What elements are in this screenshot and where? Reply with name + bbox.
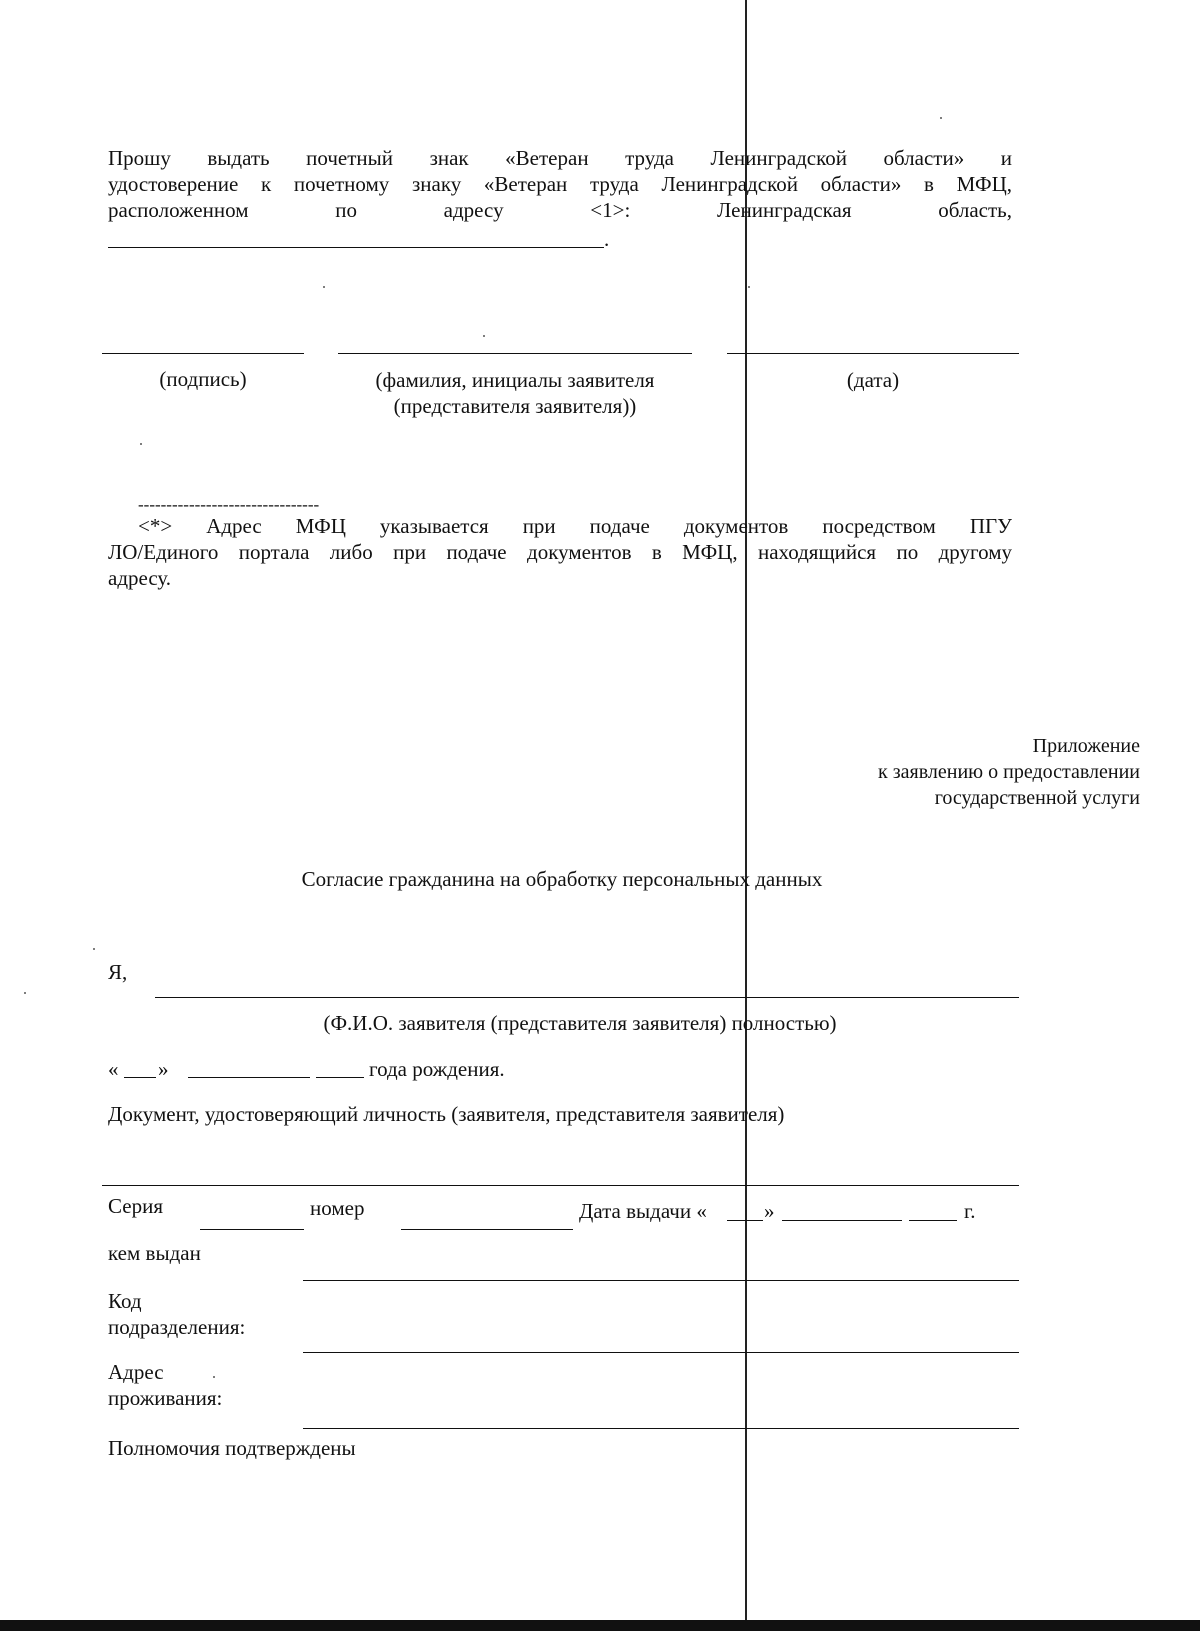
- birth-month-line[interactable]: [188, 1077, 310, 1078]
- issue-day-line[interactable]: [727, 1220, 763, 1221]
- footnote-line-1: <*> Адрес МФЦ указывается при подаче документов посредством ПГУ: [138, 514, 1012, 538]
- year-suffix: г.: [964, 1199, 976, 1223]
- appendix-line-2: к заявлению о предоставлении: [878, 761, 1140, 783]
- birth-day-line[interactable]: [124, 1077, 156, 1078]
- issue-date-close-quote: »: [764, 1199, 775, 1223]
- footnote-line-3: адресу.: [108, 566, 172, 590]
- issued-by-line[interactable]: [303, 1280, 1019, 1281]
- birth-close-quote: »: [158, 1057, 169, 1081]
- subdivision-line[interactable]: [303, 1352, 1019, 1353]
- i-label: Я,: [108, 960, 128, 984]
- address-line[interactable]: [303, 1428, 1019, 1429]
- scan-bottom-edge: [0, 1620, 1200, 1631]
- fio-caption: (Ф.И.О. заявителя (представителя заявителя) полностью): [323, 1011, 837, 1035]
- signature-line[interactable]: [102, 353, 304, 354]
- scan-speck: [140, 443, 142, 445]
- scan-speck: [24, 992, 26, 994]
- address-label-line-1: Адрес: [108, 1360, 164, 1384]
- issued-by-label: кем выдан: [108, 1241, 201, 1265]
- fio-line[interactable]: [155, 997, 1019, 998]
- date-caption: (дата): [846, 368, 900, 392]
- name-line[interactable]: [338, 353, 692, 354]
- appendix-line-1: Приложение: [1032, 735, 1140, 757]
- appendix-line-3: государственной услуги: [934, 787, 1140, 809]
- footnote-line-2: ЛО/Единого портала либо при подаче документов в МФЦ, находящийся по другому: [108, 540, 1012, 564]
- document-line[interactable]: [102, 1185, 1019, 1186]
- name-caption-line-1: (фамилия, инициалы заявителя: [375, 368, 655, 392]
- date-line[interactable]: [727, 353, 1019, 354]
- scan-fold-line: [745, 0, 747, 1631]
- issue-year-line[interactable]: [909, 1220, 957, 1221]
- signature-caption: (подпись): [159, 367, 247, 391]
- request-line-1: Прошу выдать почетный знак «Ветеран труда Ленинградской области» и: [108, 146, 1012, 170]
- issue-date-label: Дата выдачи «: [579, 1199, 707, 1223]
- subdivision-label-line-1: Код: [108, 1289, 142, 1313]
- birth-suffix: года рождения.: [369, 1057, 505, 1081]
- series-line[interactable]: [200, 1229, 304, 1230]
- authority-label: Полномочия подтверждены: [108, 1436, 356, 1460]
- document-label: Документ, удостоверяющий личность (заявителя, представителя заявителя): [108, 1102, 785, 1126]
- scan-speck: [748, 286, 750, 288]
- request-line-2: удостоверение к почетному знаку «Ветеран труда Ленинградской области» в МФЦ,: [108, 172, 1012, 196]
- address-label-line-2: проживания:: [108, 1386, 223, 1410]
- request-line-3: расположенном по адресу <1>: Ленинградская область,: [108, 198, 1012, 222]
- birth-open-quote: «: [108, 1057, 119, 1081]
- scan-speck: [213, 1376, 215, 1378]
- consent-title: Согласие гражданина на обработку персональных данных: [301, 867, 823, 891]
- name-caption-line-2: (представителя заявителя)): [393, 394, 637, 418]
- birth-year-line[interactable]: [316, 1077, 364, 1078]
- series-label: Серия: [108, 1194, 163, 1218]
- mfc-address-line[interactable]: [108, 247, 604, 248]
- number-label: номер: [310, 1196, 365, 1220]
- subdivision-label-line-2: подразделения:: [108, 1315, 246, 1339]
- scan-speck: [940, 117, 942, 119]
- footnote-separator: --------------------------------: [138, 495, 320, 514]
- scan-speck: [483, 335, 485, 337]
- issue-month-line[interactable]: [782, 1220, 902, 1221]
- request-line-4-end: .: [604, 227, 610, 251]
- number-line[interactable]: [401, 1229, 573, 1230]
- scan-speck: [93, 948, 95, 950]
- scan-speck: [323, 286, 325, 288]
